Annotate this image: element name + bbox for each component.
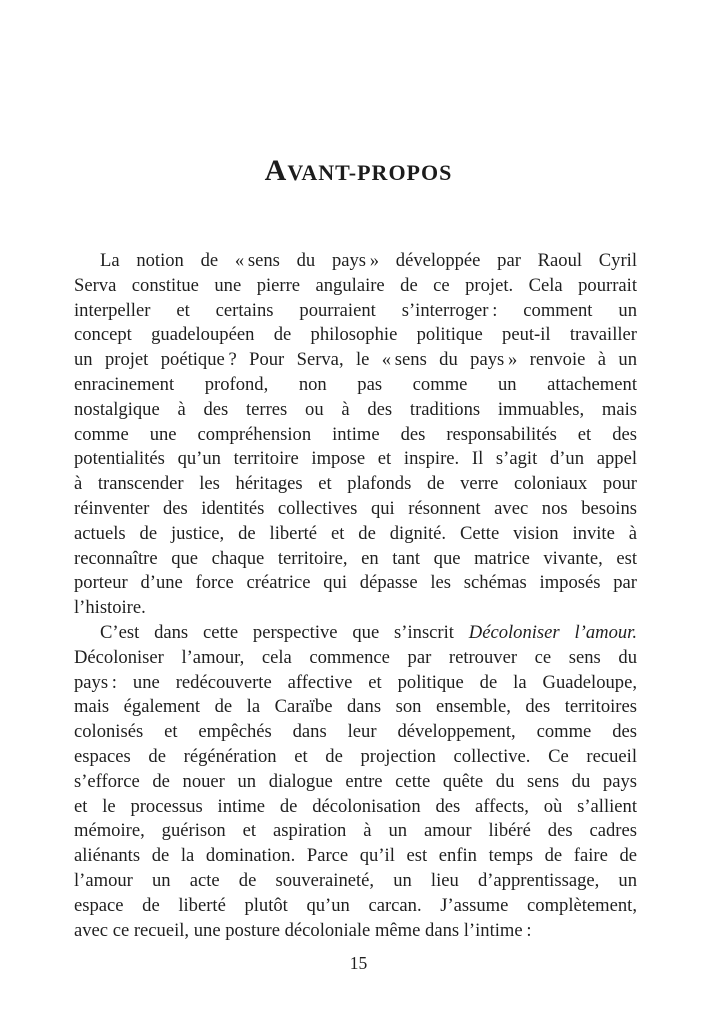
text-line <box>74 522 637 547</box>
page-number: 15 <box>349 953 368 973</box>
italic-text-run: Décoloniser l’amour. <box>468 621 637 643</box>
text-run: et le processus intime de décolonisation des affects, où s’allient <box>74 795 637 817</box>
text-line <box>74 249 637 274</box>
text-line <box>74 770 637 795</box>
text-run: à transcender les héritages et plafonds de verre coloniaux pour <box>74 473 637 495</box>
text-run: Décoloniser l’amour, cela commence par retrouver ce sens du <box>74 646 637 668</box>
text-run: porteur d’une force créatrice qui dépasse les schémas imposés par <box>74 572 637 594</box>
text-run: reconnaître que chaque territoire, en tant que matrice vivante, est <box>74 547 637 569</box>
text-line <box>74 646 637 671</box>
text-line <box>74 348 637 373</box>
text-run: comme une compréhension intime des responsabilités et des <box>74 423 637 445</box>
text-run: enracinement profond, non pas comme un attachement <box>74 373 637 395</box>
text-line <box>74 423 637 448</box>
text-line <box>74 720 637 745</box>
text-run: colonisés et empêchés dans leur développement, comme des <box>74 721 637 743</box>
text-line <box>74 919 637 944</box>
text-line <box>74 571 637 596</box>
text-run: actuels de justice, de liberté et de dignité. Cette vision invite à <box>74 522 637 544</box>
text-line <box>74 695 637 720</box>
text-run: potentialités qu’un territoire impose et inspire. Il s’agit d’un appel <box>74 448 637 470</box>
text-line <box>74 274 637 299</box>
text-run: interpeller et certains pourraient s’interroger : comment un <box>74 299 637 321</box>
text-line <box>74 795 637 820</box>
text-run: mémoire, guérison et aspiration à un amour libéré des cadres <box>74 820 637 842</box>
text-line <box>74 671 637 696</box>
text-run: mais également de la Caraïbe dans son ensemble, des territoires <box>74 696 637 718</box>
text-line <box>74 596 637 621</box>
text-run: l’histoire. <box>74 597 146 619</box>
text-run: Serva constitue une pierre angulaire de ce projet. Cela pourrait <box>74 274 637 296</box>
text-run: concept guadeloupéen de philosophie politique peut-il travailler <box>74 324 637 346</box>
text-line <box>74 373 637 398</box>
text-run: nostalgique à des terres ou à des traditions immuables, mais <box>74 398 637 420</box>
text-line <box>74 547 637 572</box>
chapter-title: AVANT-PROPOS <box>264 153 453 187</box>
text-line <box>74 745 637 770</box>
text-line <box>74 894 637 919</box>
text-line <box>74 447 637 472</box>
text-run: La notion de « sens du pays » développée par Raoul Cyril <box>100 250 637 271</box>
text-line <box>74 621 637 646</box>
text-run: C’est dans cette perspective que s’inscrit <box>100 621 469 643</box>
text-run: l’amour un acte de souveraineté, un lieu d’apprentissage, un <box>74 869 637 891</box>
text-run: aliénants de la domination. Parce qu’il est enfin temps de faire de <box>74 845 637 867</box>
text-line <box>74 497 637 522</box>
text-run: un projet poétique ? Pour Serva, le « sens du pays » renvoie à un <box>74 349 637 371</box>
text-line <box>74 323 637 348</box>
body-text <box>74 249 637 943</box>
text-line <box>74 398 637 423</box>
text-run: réinventer des identités collectives qui résonnent avec nos besoins <box>74 497 637 519</box>
text-run: pays : une redécouverte affective et politique de la Guadeloupe, <box>74 671 637 693</box>
text-line <box>74 869 637 894</box>
text-line <box>74 819 637 844</box>
text-line <box>74 299 637 324</box>
text-run: espaces de régénération et de projection collective. Ce recueil <box>74 745 637 767</box>
text-line <box>74 844 637 869</box>
text-run: s’efforce de nouer un dialogue entre cette quête du sens du pays <box>74 770 637 792</box>
text-run: avec ce recueil, une posture décoloniale même dans l’intime : <box>74 919 532 941</box>
text-line <box>74 472 637 497</box>
text-run: espace de liberté plutôt qu’un carcan. J’assume complètement, <box>74 894 637 916</box>
